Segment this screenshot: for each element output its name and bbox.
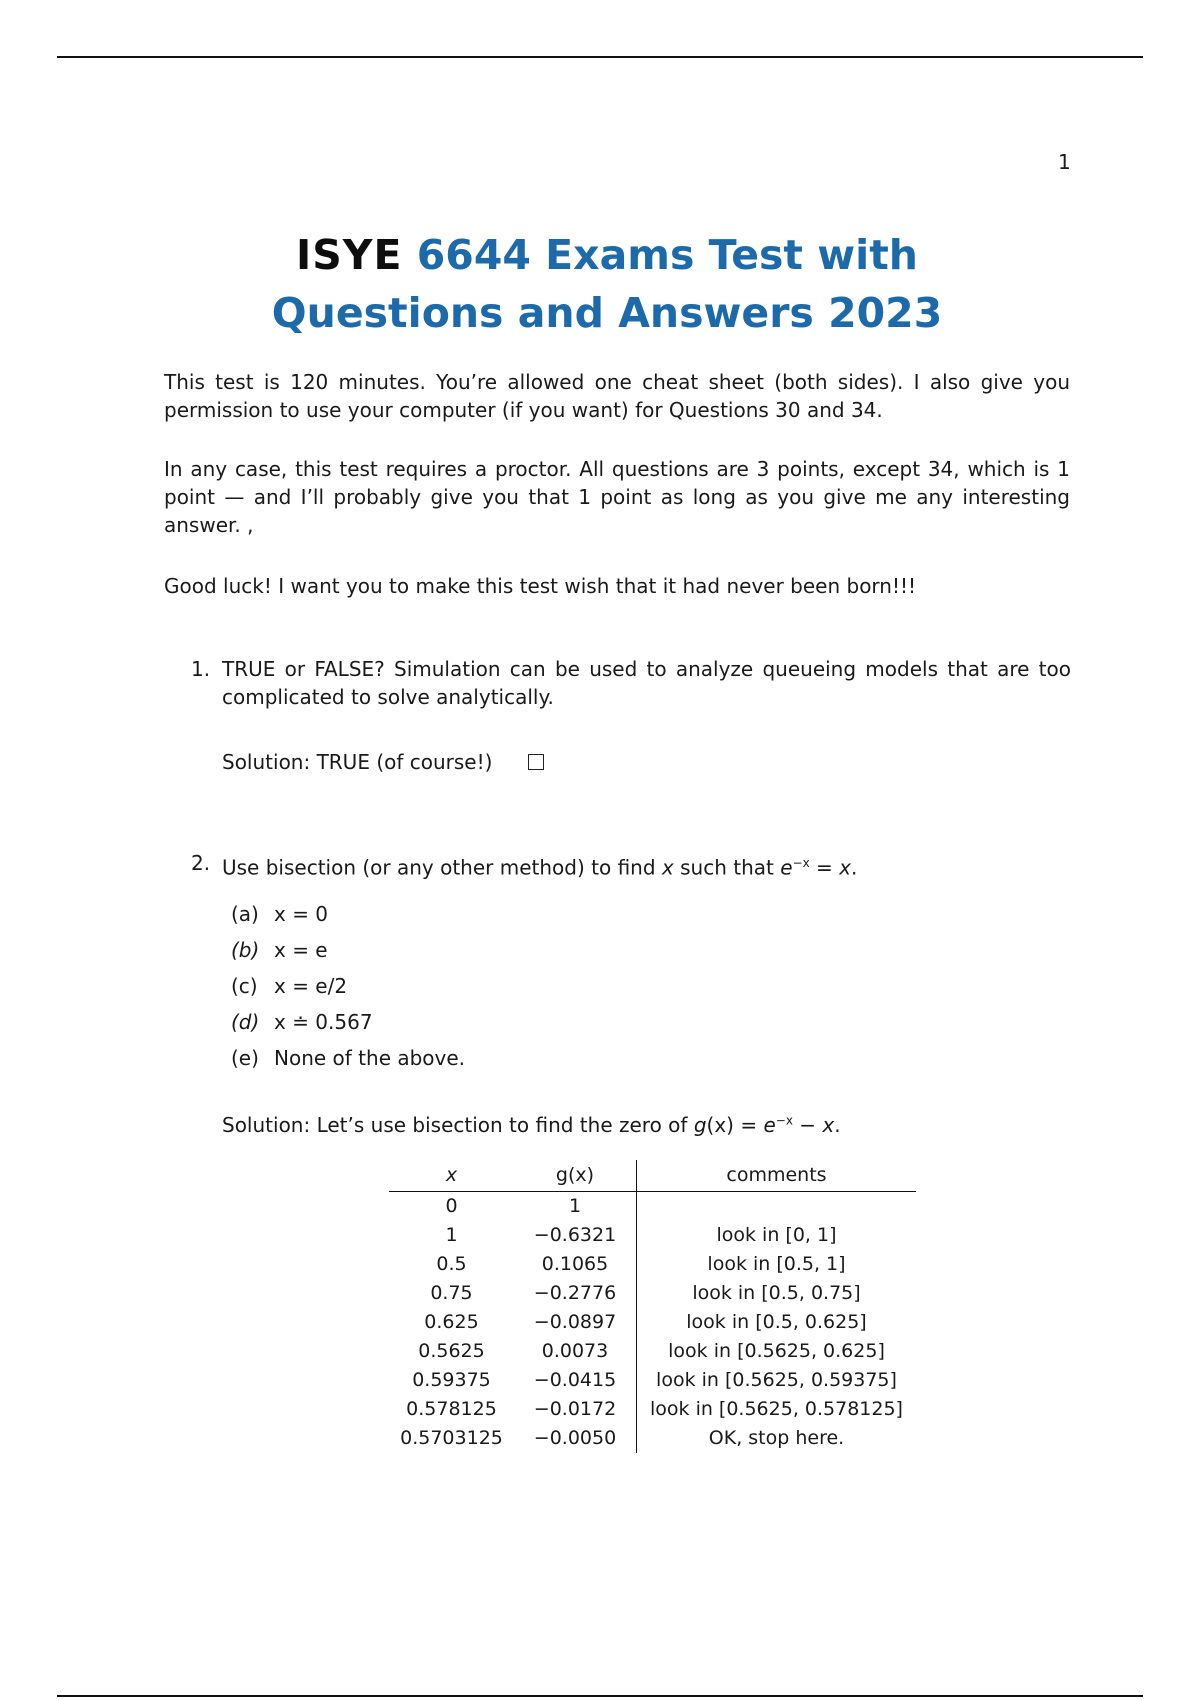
document-title: [0, 226, 1200, 342]
table-row: 1 −0.6321 look in [0, 1]: [389, 1221, 916, 1250]
table-header-comments: comments: [637, 1160, 917, 1192]
title-line-2: Questions and Answers 2023: [271, 289, 943, 337]
table-header-x: x: [389, 1160, 514, 1192]
choice-e: (e) None of the above.: [231, 1046, 466, 1070]
choice-a: (a) x = 0: [231, 902, 329, 926]
top-rule: [57, 56, 1143, 58]
qed-box-icon: [528, 754, 544, 770]
page-number: 1: [1058, 150, 1071, 174]
choice-c: (c) x = e/2: [231, 974, 348, 998]
table-header-row: [389, 1160, 916, 1192]
intro-paragraph-2: In any case, this test requires a proctor. All questions are 3 points, except 34, which is 1 point — and I’ll probably give you that 1 point as long as you give me any interesting answer. ,: [164, 457, 1070, 537]
table-row: 0.5 0.1065 look in [0.5, 1]: [389, 1250, 916, 1279]
intro-paragraph-1: This test is 120 minutes. You’re allowed one cheat sheet (both sides). I also give you permission to use your computer (if you want) for Questions 30 and 34.: [164, 370, 1070, 422]
table-row: 0.5625 0.0073 look in [0.5625, 0.625]: [389, 1337, 916, 1366]
table-row: 0.578125 −0.0172 look in [0.5625, 0.578125]: [389, 1395, 916, 1424]
question-2-text: Use bisection (or any other method) to find x such that $e^{-x} = x$.: [222, 855, 858, 880]
question-1-solution-text: Solution: TRUE (of course!): [222, 750, 493, 774]
title-line1-rest: 6644 Exams Test with: [416, 231, 918, 279]
table-header-gx: g(x): [514, 1160, 637, 1192]
title-brand: ISYE: [296, 231, 403, 279]
bottom-rule: [57, 1695, 1143, 1697]
question-2-choices: [231, 896, 465, 1076]
table-row: 0.625 −0.0897 look in [0.5, 0.625]: [389, 1308, 916, 1337]
question-1-solution: [222, 750, 544, 774]
table-row: 0.75 −0.2776 look in [0.5, 0.75]: [389, 1279, 916, 1308]
table-row: 0 1: [389, 1192, 916, 1222]
choice-d: (d) x ≐ 0.567: [231, 1010, 373, 1034]
question-2-number: 2.: [191, 851, 211, 875]
intro-paragraph-3: Good luck! I want you to make this test wish that it had never been born!!!: [164, 574, 917, 598]
question-2-solution: Solution: Let’s use bisection to find the zero of $g(x) = e^{-x} - x$.: [222, 1113, 841, 1137]
table-row: 0.5703125 −0.0050 OK, stop here.: [389, 1424, 916, 1453]
choice-b: (b) x = e: [231, 938, 328, 962]
bisection-table: [389, 1160, 916, 1453]
title-line-1: [0, 226, 1200, 284]
table-row: 0.59375 −0.0415 look in [0.5625, 0.59375]: [389, 1366, 916, 1395]
question-1-number: 1.: [191, 657, 211, 681]
question-1-text: TRUE or FALSE? Simulation can be used to analyze queueing models that are too complicated to solve analytically.: [222, 657, 1071, 709]
